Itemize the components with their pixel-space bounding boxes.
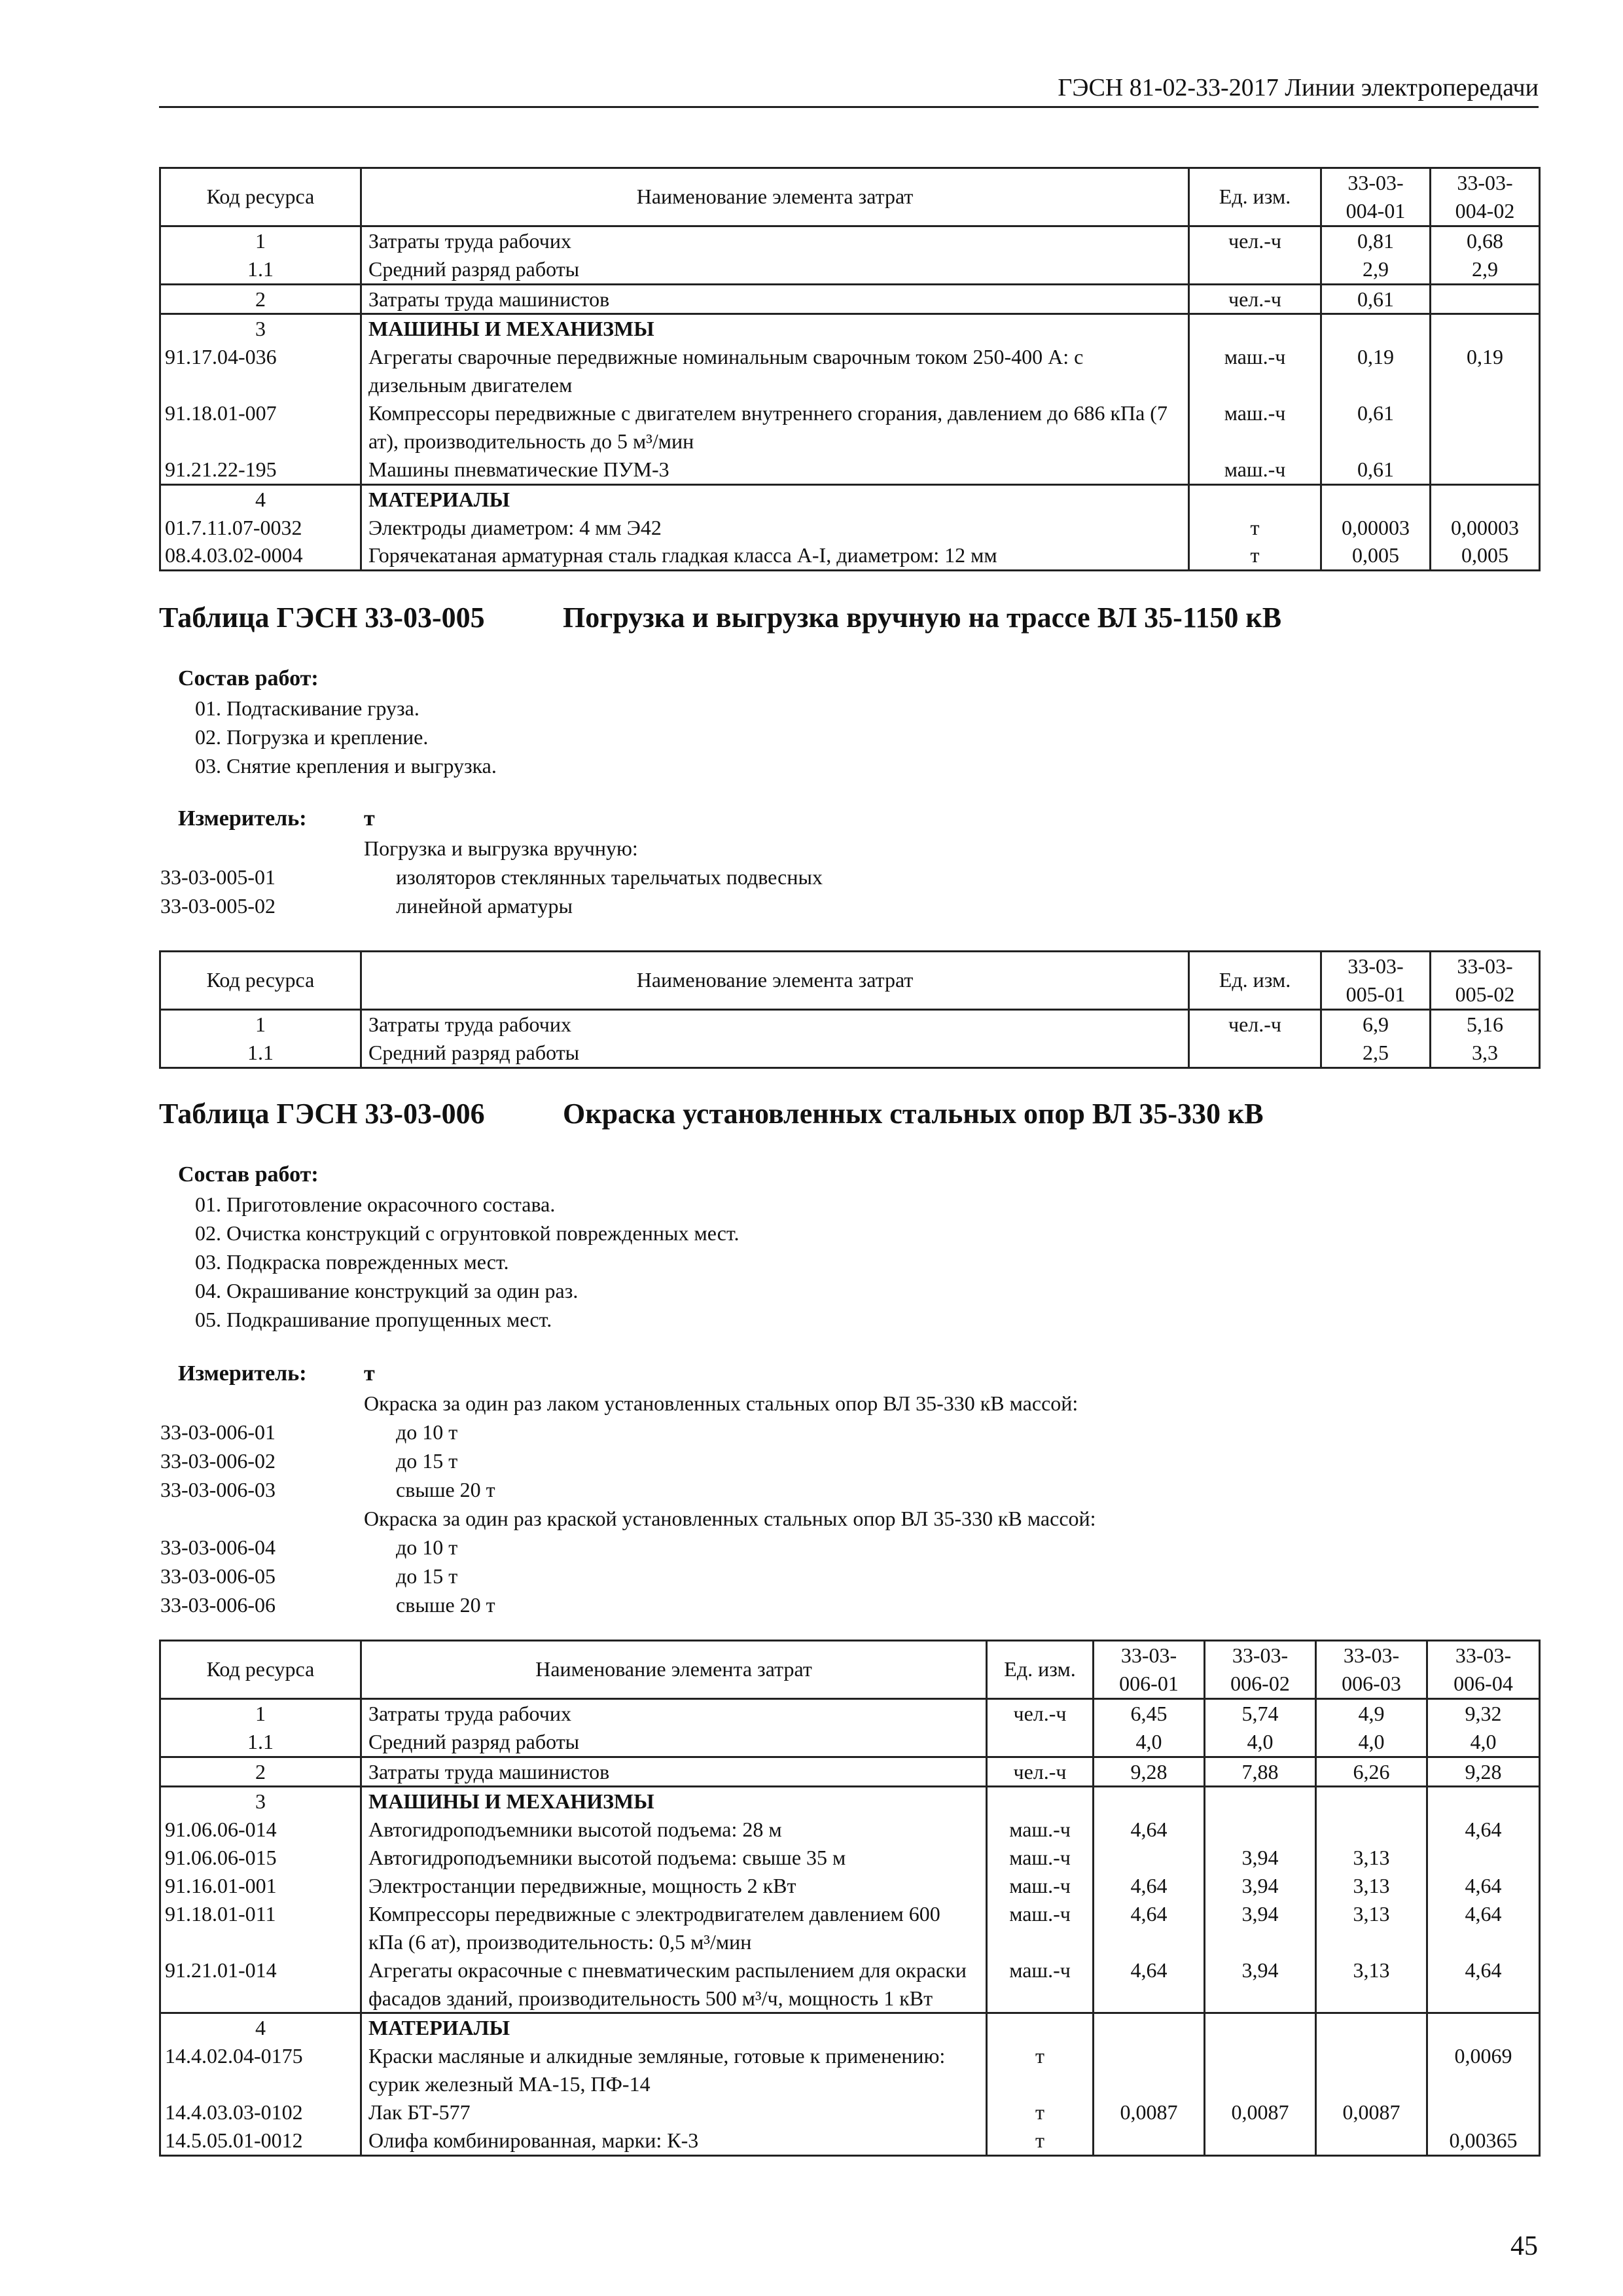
value-cell: 0,005 bbox=[1321, 541, 1431, 570]
section-row bbox=[160, 226, 1540, 255]
meter-unit: т bbox=[364, 1361, 375, 1386]
section-row bbox=[160, 1698, 1540, 1727]
table-section bbox=[160, 314, 1540, 484]
value-cell: 0,68 bbox=[1431, 226, 1540, 255]
col-header-unit: Ед. изм. bbox=[1189, 168, 1321, 226]
value-cell: 4,64 bbox=[1094, 1900, 1205, 1956]
table-section bbox=[160, 226, 1540, 284]
value-cell bbox=[1431, 456, 1540, 484]
items-intro: Окраска за один раз краской установленных стальных опор ВЛ 35-330 кВ массой: bbox=[364, 1507, 1096, 1530]
col-header-value: 33-03- 006-03 bbox=[1316, 1641, 1427, 1699]
resource-code: 3 bbox=[160, 1787, 361, 1816]
cost-element-text: Средний разряд работы bbox=[368, 1729, 580, 1753]
meter-label: Измеритель: bbox=[178, 1361, 307, 1386]
cost-element-text: Машины пневматические ПУМ-3 bbox=[368, 457, 669, 481]
unit-cell bbox=[987, 2013, 1094, 2042]
item-row bbox=[160, 1533, 1404, 1562]
table-row bbox=[160, 514, 1540, 542]
value-cell bbox=[1094, 2013, 1205, 2042]
value-cell: 9,32 bbox=[1427, 1698, 1540, 1727]
resource-code: 4 bbox=[160, 484, 361, 513]
cost-element-text: Электростанции передвижные, мощность 2 кВт bbox=[368, 1874, 796, 1897]
cost-element-text: МАТЕРИАЛЫ bbox=[368, 2016, 510, 2040]
value-cell: 4,64 bbox=[1094, 1816, 1205, 1844]
resource-table-33-03-005 bbox=[159, 950, 1541, 1069]
value-cell bbox=[1427, 2013, 1540, 2042]
unit-cell: чел.-ч bbox=[1189, 226, 1321, 255]
unit-cell: чел.-ч bbox=[987, 1698, 1094, 1727]
value-cell: 0,19 bbox=[1431, 343, 1540, 399]
item-text: до 15 т bbox=[396, 1564, 458, 1588]
item-code: 33-03-006-06 bbox=[160, 1593, 276, 1617]
value-cell bbox=[1094, 1844, 1205, 1872]
value-cell: 4,0 bbox=[1316, 1728, 1427, 1757]
value-cell: 3,94 bbox=[1205, 1872, 1316, 1900]
works-list bbox=[195, 694, 497, 780]
value-cell: 9,28 bbox=[1427, 1757, 1540, 1787]
value-cell: 6,26 bbox=[1316, 1757, 1427, 1787]
value-cell: 4,64 bbox=[1094, 1872, 1205, 1900]
item-row bbox=[160, 1562, 1404, 1590]
cost-element-name bbox=[361, 1816, 987, 1844]
value-cell bbox=[1205, 1816, 1316, 1844]
value-cell bbox=[1316, 1816, 1427, 1844]
col-header-name: Наименование элемента затрат bbox=[361, 168, 1189, 226]
value-cell: 4,0 bbox=[1205, 1728, 1316, 1757]
item-row bbox=[160, 1446, 1404, 1475]
table-row bbox=[160, 1872, 1540, 1900]
cost-element-name bbox=[361, 1757, 987, 1787]
col-header-value: 33-03- 006-04 bbox=[1427, 1641, 1540, 1699]
unit-cell bbox=[987, 1728, 1094, 1757]
table-section bbox=[160, 284, 1540, 314]
item-text: изоляторов стеклянных тарельчатых подвесных bbox=[396, 865, 823, 889]
table-name: Окраска установленных стальных опор ВЛ 35-330 кВ bbox=[563, 1098, 1264, 1130]
resource-code: 2 bbox=[160, 1757, 361, 1787]
value-cell bbox=[1316, 2126, 1427, 2155]
work-item: 01. Приготовление окрасочного состава. bbox=[195, 1193, 556, 1216]
cost-element-text: Горячекатаная арматурная сталь гладкая класса А-I, диаметром: 12 мм bbox=[368, 543, 997, 567]
unit-cell bbox=[1189, 1039, 1321, 1067]
value-cell: 0,005 bbox=[1431, 541, 1540, 570]
resource-code: 08.4.03.02-0004 bbox=[160, 541, 361, 570]
value-cell: 5,16 bbox=[1431, 1009, 1540, 1038]
table-section bbox=[160, 1698, 1540, 1757]
cost-element-name bbox=[361, 1039, 1189, 1067]
item-code: 33-03-006-03 bbox=[160, 1478, 276, 1501]
cost-element-name bbox=[361, 314, 1189, 343]
unit-cell bbox=[987, 1787, 1094, 1816]
section-row bbox=[160, 1787, 1540, 1816]
value-cell bbox=[1094, 2126, 1205, 2155]
cost-element-name bbox=[361, 514, 1189, 542]
cost-element-name bbox=[361, 343, 1189, 399]
cost-element-name bbox=[361, 541, 1189, 570]
resource-code: 2 bbox=[160, 284, 361, 314]
table-row bbox=[160, 1900, 1540, 1956]
value-cell: 4,64 bbox=[1427, 1872, 1540, 1900]
value-cell: 4,0 bbox=[1094, 1728, 1205, 1757]
value-cell bbox=[1427, 1787, 1540, 1816]
value-cell: 3,13 bbox=[1316, 1844, 1427, 1872]
section-row bbox=[160, 484, 1540, 513]
col-header-name: Наименование элемента затрат bbox=[361, 1641, 987, 1699]
value-cell bbox=[1321, 314, 1431, 343]
table-row bbox=[160, 343, 1540, 399]
value-cell bbox=[1427, 2098, 1540, 2126]
cost-element-text: Затраты труда машинистов bbox=[368, 1759, 610, 1784]
cost-element-name bbox=[361, 1844, 987, 1872]
value-cell bbox=[1431, 399, 1540, 456]
resource-code: 91.18.01-007 bbox=[160, 399, 361, 456]
value-cell: 6,45 bbox=[1094, 1698, 1205, 1727]
value-cell bbox=[1321, 484, 1431, 513]
table-row bbox=[160, 1816, 1540, 1844]
cost-element-name bbox=[361, 484, 1189, 513]
table-row bbox=[160, 399, 1540, 456]
col-header-value: 33-03- 005-02 bbox=[1431, 952, 1540, 1010]
unit-cell: т bbox=[987, 2126, 1094, 2155]
resource-code: 1.1 bbox=[160, 255, 361, 284]
value-cell: 0,61 bbox=[1321, 284, 1431, 314]
resource-code: 91.06.06-014 bbox=[160, 1816, 361, 1844]
cost-element-text: МАШИНЫ И МЕХАНИЗМЫ bbox=[368, 1789, 654, 1814]
cost-element-text: Компрессоры передвижные с электродвигателем давлением 600 кПа (6 ат), производительность: 0,5 м³/мин bbox=[368, 1901, 940, 1954]
item-code: 33-03-006-04 bbox=[160, 1535, 276, 1559]
resource-code: 14.4.02.04-0175 bbox=[160, 2042, 361, 2098]
table-section bbox=[160, 1757, 1540, 1787]
items-intro: Окраска за один раз лаком установленных стальных опор ВЛ 35-330 кВ массой: bbox=[364, 1391, 1079, 1415]
section-row bbox=[160, 1757, 1540, 1787]
col-header-code: Код ресурса bbox=[160, 1641, 361, 1699]
cost-element-name bbox=[361, 1009, 1189, 1038]
value-cell: 0,0087 bbox=[1316, 2098, 1427, 2126]
value-cell: 2,9 bbox=[1321, 255, 1431, 284]
resource-code: 14.4.03.03-0102 bbox=[160, 2098, 361, 2126]
cost-element-text: Электроды диаметром: 4 мм Э42 bbox=[368, 515, 662, 539]
resource-code: 01.7.11.07-0032 bbox=[160, 514, 361, 542]
unit-cell: чел.-ч bbox=[1189, 1009, 1321, 1038]
table-section bbox=[160, 1787, 1540, 2013]
unit-cell: маш.-ч bbox=[987, 1844, 1094, 1872]
col-header-code: Код ресурса bbox=[160, 168, 361, 226]
unit-cell: маш.-ч bbox=[987, 1872, 1094, 1900]
value-cell: 0,0087 bbox=[1205, 2098, 1316, 2126]
table-row bbox=[160, 2042, 1540, 2098]
resource-code: 14.5.05.01-0012 bbox=[160, 2126, 361, 2155]
col-header-code: Код ресурса bbox=[160, 952, 361, 1010]
value-cell: 5,74 bbox=[1205, 1698, 1316, 1727]
item-text: линейной арматуры bbox=[396, 894, 573, 918]
value-cell bbox=[1431, 484, 1540, 513]
value-cell: 0,00003 bbox=[1321, 514, 1431, 542]
value-cell: 0,0069 bbox=[1427, 2042, 1540, 2098]
work-item: 03. Подкраска поврежденных мест. bbox=[195, 1250, 509, 1274]
cost-element-name bbox=[361, 2126, 987, 2155]
page-header bbox=[159, 71, 1539, 108]
cost-element-text: МАТЕРИАЛЫ bbox=[368, 487, 510, 511]
section-row bbox=[160, 2013, 1540, 2042]
value-cell bbox=[1431, 314, 1540, 343]
unit-cell: маш.-ч bbox=[1189, 456, 1321, 484]
value-cell: 4,64 bbox=[1427, 1956, 1540, 2013]
value-cell: 4,64 bbox=[1094, 1956, 1205, 2013]
cost-element-text: Затраты труда машинистов bbox=[368, 287, 610, 311]
cost-element-text: Компрессоры передвижные с двигателем внутреннего сгорания, давлением до 686 кПа (7 ат), производительность до 5 м³/мин bbox=[368, 401, 1168, 453]
cost-element-text: МАШИНЫ И МЕХАНИЗМЫ bbox=[368, 317, 654, 341]
value-cell: 3,94 bbox=[1205, 1900, 1316, 1956]
meter-unit: т bbox=[364, 806, 375, 831]
table-title-33-03-006 bbox=[159, 1097, 1264, 1130]
unit-cell: т bbox=[1189, 514, 1321, 542]
unit-cell: т bbox=[987, 2098, 1094, 2126]
value-cell: 3,3 bbox=[1431, 1039, 1540, 1067]
item-text: свыше 20 т bbox=[396, 1593, 495, 1617]
meter-label: Измеритель: bbox=[178, 806, 307, 831]
work-item: 01. Подтаскивание груза. bbox=[195, 696, 419, 720]
value-cell: 3,13 bbox=[1316, 1956, 1427, 2013]
cost-element-name bbox=[361, 1698, 987, 1727]
page-number: 45 bbox=[1510, 2231, 1538, 2261]
section-row bbox=[160, 284, 1540, 314]
value-cell bbox=[1205, 2042, 1316, 2098]
value-cell: 3,13 bbox=[1316, 1872, 1427, 1900]
table-row bbox=[160, 2126, 1540, 2155]
col-header-value: 33-03- 006-02 bbox=[1205, 1641, 1316, 1699]
cost-element-name bbox=[361, 255, 1189, 284]
resource-code: 3 bbox=[160, 314, 361, 343]
value-cell: 4,0 bbox=[1427, 1728, 1540, 1757]
resource-code: 1 bbox=[160, 226, 361, 255]
resource-code: 1.1 bbox=[160, 1039, 361, 1067]
cost-element-text: Краски масляные и алкидные земляные, готовые к применению: сурик железный МА-15, ПФ-14 bbox=[368, 2044, 946, 2096]
resource-code: 91.16.01-001 bbox=[160, 1872, 361, 1900]
value-cell: 3,94 bbox=[1205, 1844, 1316, 1872]
resource-table-33-03-004 bbox=[159, 167, 1541, 571]
cost-element-text: Затраты труда рабочих bbox=[368, 1012, 571, 1036]
table-row bbox=[160, 456, 1540, 484]
value-cell: 6,9 bbox=[1321, 1009, 1431, 1038]
value-cell bbox=[1316, 1787, 1427, 1816]
table-row bbox=[160, 1728, 1540, 1757]
cost-element-name bbox=[361, 1728, 987, 1757]
item-text: до 10 т bbox=[396, 1420, 458, 1444]
item-text: до 10 т bbox=[396, 1535, 458, 1559]
value-cell: 7,88 bbox=[1205, 1757, 1316, 1787]
cost-element-text: Затраты труда рабочих bbox=[368, 1701, 571, 1725]
resource-code: 1 bbox=[160, 1009, 361, 1038]
value-cell bbox=[1205, 2126, 1316, 2155]
col-header-value: 33-03- 005-01 bbox=[1321, 952, 1431, 1010]
table-row bbox=[160, 541, 1540, 570]
cost-element-name bbox=[361, 284, 1189, 314]
work-item: 02. Погрузка и крепление. bbox=[195, 725, 429, 749]
table-title-33-03-005 bbox=[159, 601, 1281, 634]
cost-element-text: Автогидроподъемники высотой подъема: свыше 35 м bbox=[368, 1846, 846, 1870]
works-heading: Состав работ: bbox=[178, 666, 319, 691]
cost-element-name bbox=[361, 2098, 987, 2126]
table-name: Погрузка и выгрузка вручную на трассе ВЛ 35-1150 кВ bbox=[563, 601, 1282, 634]
work-item: 03. Снятие крепления и выгрузка. bbox=[195, 754, 497, 778]
item-row bbox=[160, 891, 1404, 920]
items-intro: Погрузка и выгрузка вручную: bbox=[364, 836, 638, 860]
resource-code: 91.18.01-011 bbox=[160, 1900, 361, 1956]
unit-cell: маш.-ч bbox=[987, 1900, 1094, 1956]
cost-element-name bbox=[361, 456, 1189, 484]
value-cell: 3,94 bbox=[1205, 1956, 1316, 2013]
cost-element-text: Средний разряд работы bbox=[368, 1040, 580, 1064]
unit-cell: чел.-ч bbox=[1189, 284, 1321, 314]
value-cell: 2,9 bbox=[1431, 255, 1540, 284]
value-cell: 9,28 bbox=[1094, 1757, 1205, 1787]
cost-element-name bbox=[361, 226, 1189, 255]
table-row bbox=[160, 2098, 1540, 2126]
table-number: Таблица ГЭСН 33-03-005 bbox=[159, 601, 485, 634]
col-header-unit: Ед. изм. bbox=[987, 1641, 1094, 1699]
value-cell: 0,00365 bbox=[1427, 2126, 1540, 2155]
cost-element-name bbox=[361, 399, 1189, 456]
value-cell: 0,0087 bbox=[1094, 2098, 1205, 2126]
item-code: 33-03-006-01 bbox=[160, 1420, 276, 1444]
resource-code: 91.17.04-036 bbox=[160, 343, 361, 399]
items-list bbox=[160, 1533, 1404, 1619]
item-text: до 15 т bbox=[396, 1449, 458, 1473]
unit-cell: чел.-ч bbox=[987, 1757, 1094, 1787]
items-list bbox=[160, 1418, 1404, 1504]
table-row bbox=[160, 1956, 1540, 2013]
item-code: 33-03-005-01 bbox=[160, 865, 276, 889]
table-section bbox=[160, 2013, 1540, 2155]
table-number: Таблица ГЭСН 33-03-006 bbox=[159, 1098, 485, 1130]
resource-code: 1.1 bbox=[160, 1728, 361, 1757]
value-cell: 4,64 bbox=[1427, 1816, 1540, 1844]
item-row bbox=[160, 1590, 1404, 1619]
works-list bbox=[195, 1190, 739, 1334]
value-cell bbox=[1316, 2013, 1427, 2042]
item-row bbox=[160, 863, 1404, 891]
header-title: ГЭСН 81-02-33-2017 Линии электропередачи bbox=[1058, 74, 1539, 101]
cost-element-text: Олифа комбинированная, марки: К-3 bbox=[368, 2128, 699, 2152]
value-cell: 4,9 bbox=[1316, 1698, 1427, 1727]
value-cell bbox=[1205, 1787, 1316, 1816]
unit-cell bbox=[1189, 314, 1321, 343]
cost-element-name bbox=[361, 1956, 987, 2013]
table-row bbox=[160, 1039, 1540, 1067]
value-cell: 3,13 bbox=[1316, 1900, 1427, 1956]
value-cell: 0,19 bbox=[1321, 343, 1431, 399]
value-cell: 2,5 bbox=[1321, 1039, 1431, 1067]
item-code: 33-03-006-02 bbox=[160, 1449, 276, 1473]
cost-element-text: Затраты труда рабочих bbox=[368, 228, 571, 253]
resource-code: 4 bbox=[160, 2013, 361, 2042]
cost-element-name bbox=[361, 1787, 987, 1816]
value-cell: 0,00003 bbox=[1431, 514, 1540, 542]
cost-element-name bbox=[361, 2013, 987, 2042]
item-code: 33-03-005-02 bbox=[160, 894, 276, 918]
cost-element-name bbox=[361, 2042, 987, 2098]
unit-cell: маш.-ч bbox=[1189, 343, 1321, 399]
value-cell bbox=[1094, 2042, 1205, 2098]
resource-code: 91.21.22-195 bbox=[160, 456, 361, 484]
cost-element-text: Автогидроподъемники высотой подъема: 28 м bbox=[368, 1818, 782, 1842]
unit-cell: маш.-ч bbox=[987, 1956, 1094, 2013]
col-header-name: Наименование элемента затрат bbox=[361, 952, 1189, 1010]
section-row bbox=[160, 1009, 1540, 1038]
resource-table-33-03-006 bbox=[159, 1640, 1541, 2157]
table-section bbox=[160, 484, 1540, 571]
cost-element-text: Агрегаты окрасочные с пневматическим распылением для окраски фасадов зданий, производительность 500 м³/ч, мощность 1 кВт bbox=[368, 1958, 967, 2010]
items-list bbox=[160, 863, 1404, 920]
table-row bbox=[160, 1844, 1540, 1872]
unit-cell: маш.-ч bbox=[1189, 399, 1321, 456]
resource-code: 1 bbox=[160, 1698, 361, 1727]
resource-code: 91.06.06-015 bbox=[160, 1844, 361, 1872]
cost-element-text: Агрегаты сварочные передвижные номинальным сварочным током 250-400 А: с дизельным двигателем bbox=[368, 345, 1084, 397]
col-header-value: 33-03- 004-01 bbox=[1321, 168, 1431, 226]
cost-element-text: Средний разряд работы bbox=[368, 257, 580, 281]
cost-element-name bbox=[361, 1872, 987, 1900]
value-cell bbox=[1427, 1844, 1540, 1872]
value-cell: 4,64 bbox=[1427, 1900, 1540, 1956]
item-row bbox=[160, 1475, 1404, 1504]
col-header-value: 33-03- 006-01 bbox=[1094, 1641, 1205, 1699]
value-cell: 0,81 bbox=[1321, 226, 1431, 255]
section-row bbox=[160, 314, 1540, 343]
work-item: 05. Подкрашивание пропущенных мест. bbox=[195, 1308, 552, 1331]
unit-cell: т bbox=[1189, 541, 1321, 570]
unit-cell bbox=[1189, 255, 1321, 284]
value-cell bbox=[1431, 284, 1540, 314]
item-row bbox=[160, 1418, 1404, 1446]
work-item: 04. Окрашивание конструкций за один раз. bbox=[195, 1279, 579, 1302]
works-heading: Состав работ: bbox=[178, 1162, 319, 1187]
value-cell bbox=[1205, 2013, 1316, 2042]
col-header-unit: Ед. изм. bbox=[1189, 952, 1321, 1010]
unit-cell: т bbox=[987, 2042, 1094, 2098]
item-code: 33-03-006-05 bbox=[160, 1564, 276, 1588]
value-cell bbox=[1316, 2042, 1427, 2098]
cost-element-text: Лак БТ-577 bbox=[368, 2100, 471, 2124]
work-item: 02. Очистка конструкций с огрунтовкой поврежденных мест. bbox=[195, 1221, 740, 1245]
value-cell: 0,61 bbox=[1321, 399, 1431, 456]
col-header-value: 33-03- 004-02 bbox=[1431, 168, 1540, 226]
unit-cell bbox=[1189, 484, 1321, 513]
table-row bbox=[160, 255, 1540, 284]
value-cell: 0,61 bbox=[1321, 456, 1431, 484]
value-cell bbox=[1094, 1787, 1205, 1816]
item-text: свыше 20 т bbox=[396, 1478, 495, 1501]
table-section bbox=[160, 1009, 1540, 1067]
resource-code: 91.21.01-014 bbox=[160, 1956, 361, 2013]
unit-cell: маш.-ч bbox=[987, 1816, 1094, 1844]
cost-element-name bbox=[361, 1900, 987, 1956]
